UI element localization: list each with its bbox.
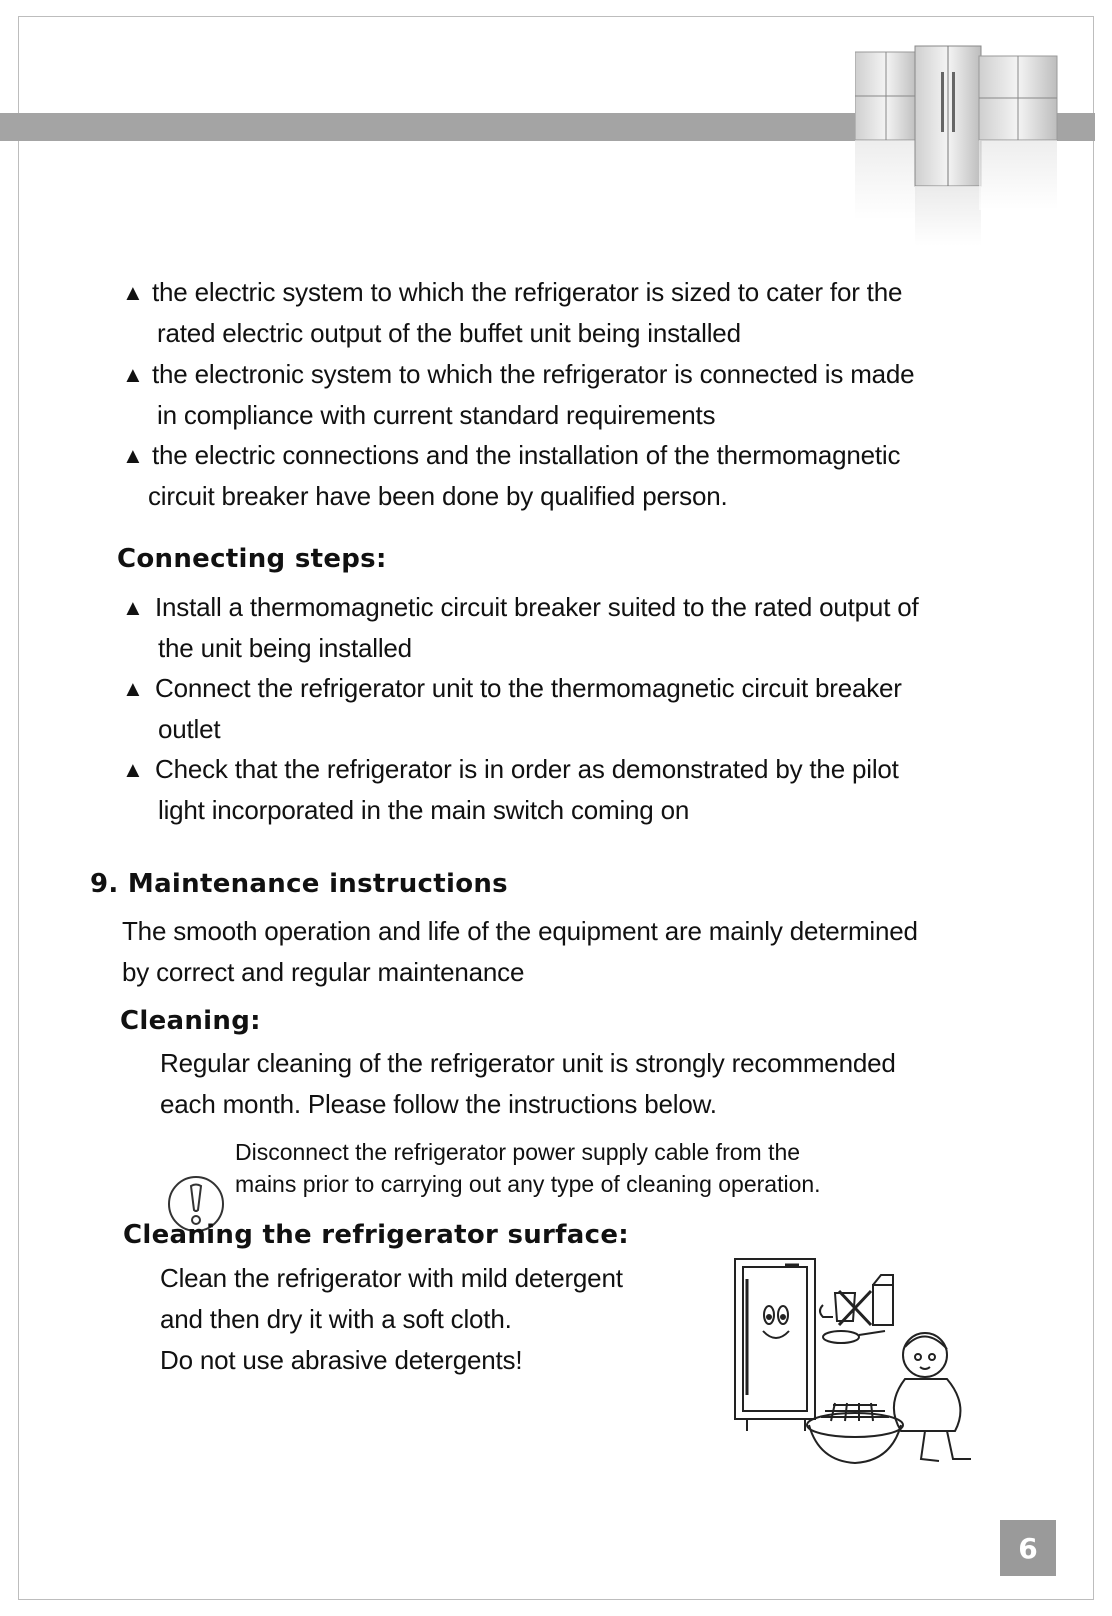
cleaning-heading: Cleaning: — [120, 1006, 261, 1036]
cleaning-line2: each month. Please follow the instructions below. — [160, 1089, 717, 1119]
surface-line3: Do not use abrasive detergents! — [160, 1345, 523, 1375]
cleaning-illustration — [725, 1255, 995, 1475]
intro-bullet-2-line1: the electronic system to which the refrigerator is connected is made — [152, 359, 915, 389]
bullet-icon: ▲ — [122, 757, 144, 782]
bullet-icon: ▲ — [122, 280, 144, 305]
bullet-icon: ▲ — [122, 676, 144, 701]
surface-cleaning-heading: Cleaning the refrigerator surface: — [123, 1220, 629, 1250]
page-number-badge — [1000, 1520, 1056, 1576]
connecting-step-3-line1: Check that the refrigerator is in order as demonstrated by the pilot — [155, 754, 899, 784]
page-number: 6 — [1018, 1531, 1038, 1565]
bullet-icon: ▲ — [122, 443, 144, 468]
intro-bullet-1-line1: the electric system to which the refrigerator is sized to cater for the — [152, 277, 903, 307]
intro-bullet-1-line2: rated electric output of the buffet unit being installed — [157, 318, 741, 348]
intro-bullet-3-line1: the electric connections and the installation of the thermomagnetic — [152, 440, 901, 470]
warning-line2: mains prior to carrying out any type of cleaning operation. — [235, 1171, 821, 1197]
maintenance-intro-line1: The smooth operation and life of the equipment are mainly determined — [122, 916, 918, 946]
header-refrigerators-illustration — [855, 42, 1095, 262]
intro-bullet-3-line2: circuit breaker have been done by qualified person. — [148, 481, 728, 511]
warning-line1: Disconnect the refrigerator power supply cable from the — [235, 1139, 801, 1165]
maintenance-heading: 9. Maintenance instructions — [90, 869, 508, 899]
cleaning-line1: Regular cleaning of the refrigerator unit is strongly recommended — [160, 1048, 896, 1078]
surface-line2: and then dry it with a soft cloth. — [160, 1304, 512, 1334]
connecting-step-3-line2: light incorporated in the main switch coming on — [158, 795, 690, 825]
maintenance-intro-line2: by correct and regular maintenance — [122, 957, 525, 987]
connecting-step-1-line2: the unit being installed — [158, 633, 412, 663]
connecting-steps-heading: Connecting steps: — [117, 544, 387, 574]
intro-bullet-2-line2: in compliance with current standard requirements — [157, 400, 716, 430]
connecting-step-2-line2: outlet — [158, 714, 221, 744]
connecting-step-2-line1: Connect the refrigerator unit to the thermomagnetic circuit breaker — [155, 673, 902, 703]
connecting-step-1-line1: Install a thermomagnetic circuit breaker suited to the rated output of — [155, 592, 919, 622]
bullet-icon: ▲ — [122, 595, 144, 620]
surface-line1: Clean the refrigerator with mild detergent — [160, 1263, 623, 1293]
bullet-icon: ▲ — [122, 362, 144, 387]
